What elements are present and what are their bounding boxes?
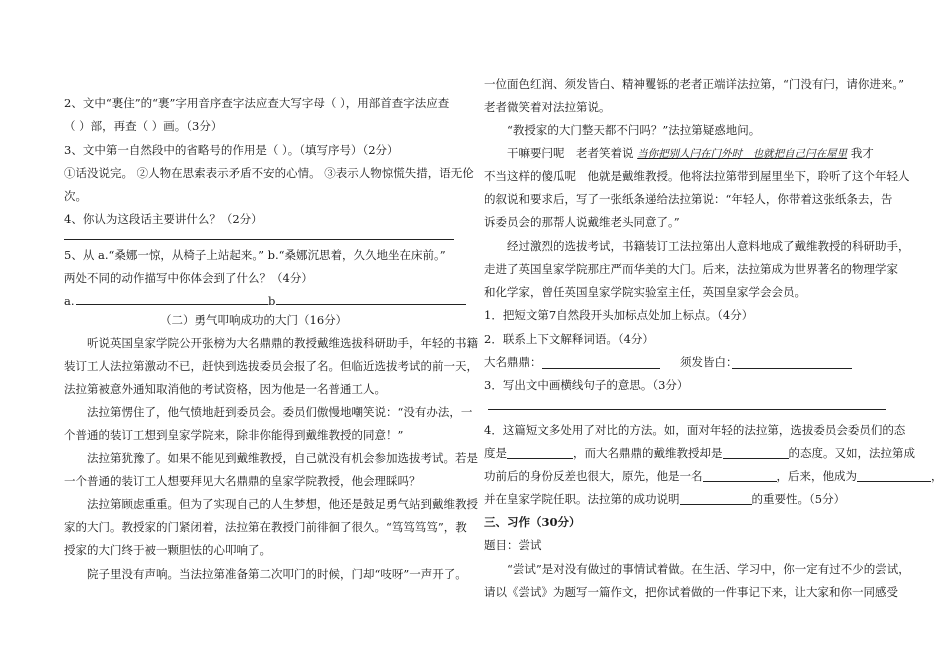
word-2-answer-line[interactable] <box>732 368 852 369</box>
paragraph-5-line-1: 院子里没有声响。当法拉第准备第二次叩门的时候，门却“吱呀”一声开了。 <box>87 567 467 581</box>
story-line-3: “教授家的大门整天都不闩吗？”法拉第疑惑地问。 <box>507 123 761 137</box>
question-3-line-2: ①话没说完。 ②人物在思索表示矛盾不安的心情。 ③表示人物惊慌失措，语无伦 <box>64 166 474 180</box>
question-3-line-3: 次。 <box>64 189 87 203</box>
paragraph-4-line-3: 授家的大门终于被一颗胆怯的心叩响了。 <box>64 543 271 557</box>
question-5-line-2: 两处不同的动作描写中你体会到了什么？（4分） <box>64 271 313 285</box>
right-question-1: 1．把短文第7自然段开头加标点处加上标点。（4分） <box>484 308 754 322</box>
paragraph-3-line-2: 一个普通的装订工人想要拜见大名鼎鼎的皇家学院教授，他会理睬吗？ <box>64 474 421 488</box>
paragraph-4-line-1: 法拉第顾虑重重。但为了实现自己的人生梦想，他还是鼓足勇气站到戴维教授 <box>87 497 478 511</box>
q4-text-2: ，而大名鼎鼎的戴维教授却是 <box>573 446 723 460</box>
q4-text-4: 功前后的身份反差也很大，原先，他是一名 <box>484 469 703 483</box>
story-line-4-start: 干嘛要闩呢 老者笑着说 <box>507 146 634 160</box>
q4-blank-2[interactable] <box>723 446 789 459</box>
answer-line-a[interactable] <box>76 304 268 305</box>
right-question-4-line-2 <box>484 445 915 462</box>
word-1-answer-line[interactable] <box>542 368 660 369</box>
essay-topic: 题目：尝试 <box>484 538 542 552</box>
q4-text-6: ， <box>931 469 943 483</box>
question-5-line-1: 5、从 a.“桑娜一惊，从椅子上站起来。” b.“桑娜沉思着，久久地坐在床前。” <box>64 248 446 262</box>
right-question-4-line-3 <box>484 468 943 485</box>
right-question-4-line-1: 4．这篇短文多处用了对比的方法。如，面对年轻的法拉第，选拔委员会委员们的态 <box>484 423 906 437</box>
q4-text-3: 的态度。又如，法拉第成 <box>788 446 915 460</box>
q4-blank-3[interactable] <box>703 469 777 482</box>
paragraph-1-line-3: 法拉第被意外通知取消他的考试资格，因为他是一名普通工人。 <box>64 382 386 396</box>
q4-text-5: ，后来，他成为 <box>776 469 857 483</box>
answer-label-b: b <box>268 294 276 308</box>
essay-instruction-line-1: “尝试”是对没有做过的事情试着做。在生活、学习中，你一定有过不少的尝试， <box>507 562 910 576</box>
word-2-label: 须发皆白： <box>680 355 738 369</box>
paragraph-4-line-2: 家的大门。教授家的门紧闭着，法拉第在教授门前徘徊了很久。“笃笃笃笃”，教 <box>64 520 467 534</box>
story-line-10: 和化学家，曾任英国皇家学院实验室主任，英国皇家学会会员。 <box>484 285 806 299</box>
story-line-2: 老者微笑着对法拉第说。 <box>484 100 611 114</box>
story-line-1: 一位面色红润、须发皆白、精神矍铄的老者正端详法拉第，“门没有闩，请你进来。” <box>484 77 905 91</box>
section-3-title: 三、习作（30分） <box>484 515 581 529</box>
answer-line-q4[interactable] <box>64 239 454 240</box>
right-question-3: 3．写出文中画横线句子的意思。（3分） <box>484 378 689 392</box>
story-line-7: 诉委员会的那帮人说戴维老头同意了。” <box>484 215 680 229</box>
paragraph-3-line-1: 法拉第犹豫了。如果不能见到戴维教授，自己就没有机会参加选拔考试。若是 <box>87 451 478 465</box>
question-2-line-1: 2、文中“裹住”的“裹”字用音序查字法应查大写字母（ ），用部首查字法应查 <box>64 96 450 110</box>
answer-line-b[interactable] <box>276 304 466 305</box>
story-line-6: 的叙说和要求后，写了一张纸条递给法拉第说：“年轻人，你带着这张纸条去，告 <box>484 192 893 206</box>
story-line-4 <box>484 145 874 163</box>
story-line-8: 经过激烈的选拔考试，书籍装订工法拉第出人意料地成了戴维教授的科研助手， <box>507 239 910 253</box>
q4-blank-5[interactable] <box>680 492 752 505</box>
story-line-5: 不当这样的傻瓜呢 他就是戴维教授。他将法拉第带到屋里坐下，聆听了这个年轻人 <box>484 169 910 183</box>
section-2-title: （二）勇气叩响成功的大门（16分） <box>160 313 348 327</box>
paragraph-2-line-1: 法拉第愣住了，他气愤地赶到委员会。委员们傲慢地嘲笑说：“没有办法，一 <box>87 405 473 419</box>
q4-blank-1[interactable] <box>507 446 573 459</box>
story-line-4-end: 我才 <box>850 146 874 160</box>
question-3-line-1: 3、文中第一自然段中的省略号的作用是（ ）。（填写序号）（2分） <box>64 143 399 157</box>
q4-text-7: 并在皇家学院任职。法拉第的成功说明 <box>484 492 680 506</box>
question-2-line-2: （ ）部，再查（ ）画。（3分） <box>64 119 223 133</box>
paragraph-2-line-2: 个普通的装订工想到皇家学院来，除非你能得到戴维教授的同意！” <box>64 428 404 442</box>
essay-instruction-line-2: 请以《尝试》为题写一篇作文，把你试着做的一件事记下来，让大家和你一同感受 <box>484 585 898 599</box>
q4-text-1: 度是 <box>484 446 507 460</box>
q4-text-8: 的重要性。（5分） <box>751 492 846 506</box>
story-line-9: 走进了英国皇家学院那庄严而华美的大门。后来，法拉第成为世界著名的物理学家 <box>484 262 898 276</box>
right-question-2: 2．联系上下文解释词语。（4分） <box>484 332 654 346</box>
underlined-handwritten-sentence: 当你把别人闩在门外时 也就把自己闩在屋里 <box>637 148 848 160</box>
paragraph-1-line-2: 装订工人法拉第激动不已，赶快到选拔委员会报了名。但临近选拔考试的前一天， <box>64 359 478 373</box>
answer-line-q3[interactable] <box>488 409 886 410</box>
word-1-label: 大名鼎鼎： <box>484 355 542 369</box>
question-4: 4、你认为这段话主要讲什么？（2分） <box>64 212 263 226</box>
right-question-4-line-4 <box>484 491 845 508</box>
paragraph-1-line-1: 听说英国皇家学院公开张榜为大名鼎鼎的教授戴维选拔科研助手，年轻的书籍 <box>87 336 478 350</box>
q4-blank-4[interactable] <box>857 469 931 482</box>
answer-label-a: a. <box>64 294 75 308</box>
